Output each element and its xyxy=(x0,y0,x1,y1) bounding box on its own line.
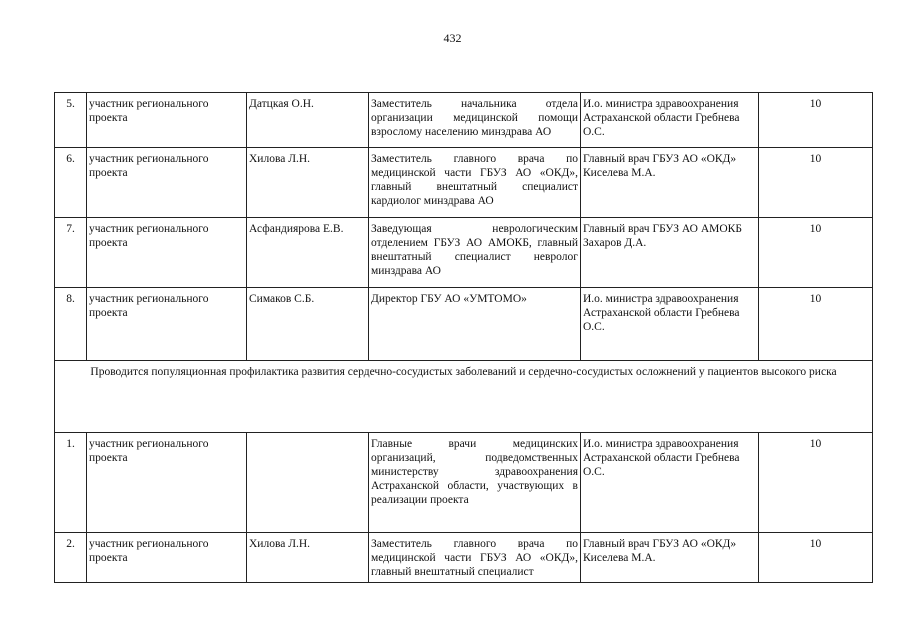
row-position: Главные врачи медицинских организаций, подведомственных министерству здравоохранения Астраханской области, участвующих в реализации проекта xyxy=(369,433,581,533)
table-row xyxy=(55,218,873,288)
table-row xyxy=(55,288,873,361)
row-score: 10 xyxy=(759,433,873,533)
row-role: участник регионального проекта xyxy=(87,533,247,583)
table-row xyxy=(55,93,873,148)
row-position: Директор ГБУ АО «УМТОМО» xyxy=(369,288,581,361)
row-role: участник регионального проекта xyxy=(87,218,247,288)
row-role: участник регионального проекта xyxy=(87,433,247,533)
row-role: участник регионального проекта xyxy=(87,288,247,361)
row-number: 8. xyxy=(55,288,87,361)
row-role: участник регионального проекта xyxy=(87,93,247,148)
row-position: Заместитель главного врача по медицинской части ГБУЗ АО «ОКД», главный внештатный специалист кардиолог минздрава АО xyxy=(369,148,581,218)
row-approver: И.о. министра здравоохранения Астраханской области Гребнева О.С. xyxy=(581,288,759,361)
row-number: 1. xyxy=(55,433,87,533)
row-number: 7. xyxy=(55,218,87,288)
row-person-name: Хилова Л.Н. xyxy=(247,533,369,583)
row-approver: И.о. министра здравоохранения Астраханской области Гребнева О.С. xyxy=(581,433,759,533)
row-approver: Главный врач ГБУЗ АО «ОКД» Киселева М.А. xyxy=(581,533,759,583)
row-score: 10 xyxy=(759,148,873,218)
row-person-name: Асфандиярова Е.В. xyxy=(247,218,369,288)
row-person-name: Хилова Л.Н. xyxy=(247,148,369,218)
row-score: 10 xyxy=(759,288,873,361)
row-number: 5. xyxy=(55,93,87,148)
row-person-name xyxy=(247,433,369,533)
row-number: 6. xyxy=(55,148,87,218)
row-score: 10 xyxy=(759,218,873,288)
page-number: 432 xyxy=(443,31,462,45)
row-person-name: Датцкая О.Н. xyxy=(247,93,369,148)
row-position: Заместитель начальника отдела организации медицинской помощи взрослому населению минздрава АО xyxy=(369,93,581,148)
row-approver: Главный врач ГБУЗ АО АМОКБ Захаров Д.А. xyxy=(581,218,759,288)
section-title: Проводится популяционная профилактика развития сердечно-сосудистых заболеваний и сердечно-сосудистых осложнений у пациентов высокого риска xyxy=(55,361,873,433)
row-person-name: Симаков С.Б. xyxy=(247,288,369,361)
table-row xyxy=(55,533,873,583)
participants-table xyxy=(54,92,873,583)
row-role: участник регионального проекта xyxy=(87,148,247,218)
section-header-row xyxy=(55,361,873,433)
row-score: 10 xyxy=(759,93,873,148)
table-row xyxy=(55,148,873,218)
table-row xyxy=(55,433,873,533)
row-approver: Главный врач ГБУЗ АО «ОКД» Киселева М.А. xyxy=(581,148,759,218)
row-number: 2. xyxy=(55,533,87,583)
row-position: Заведующая неврологическим отделением ГБУЗ АО АМОКБ, главный внештатный специалист невролог минздрава АО xyxy=(369,218,581,288)
row-approver: И.о. министра здравоохранения Астраханской области Гребнева О.С. xyxy=(581,93,759,148)
row-score: 10 xyxy=(759,533,873,583)
row-position: Заместитель главного врача по медицинской части ГБУЗ АО «ОКД», главный внештатный специалист xyxy=(369,533,581,583)
